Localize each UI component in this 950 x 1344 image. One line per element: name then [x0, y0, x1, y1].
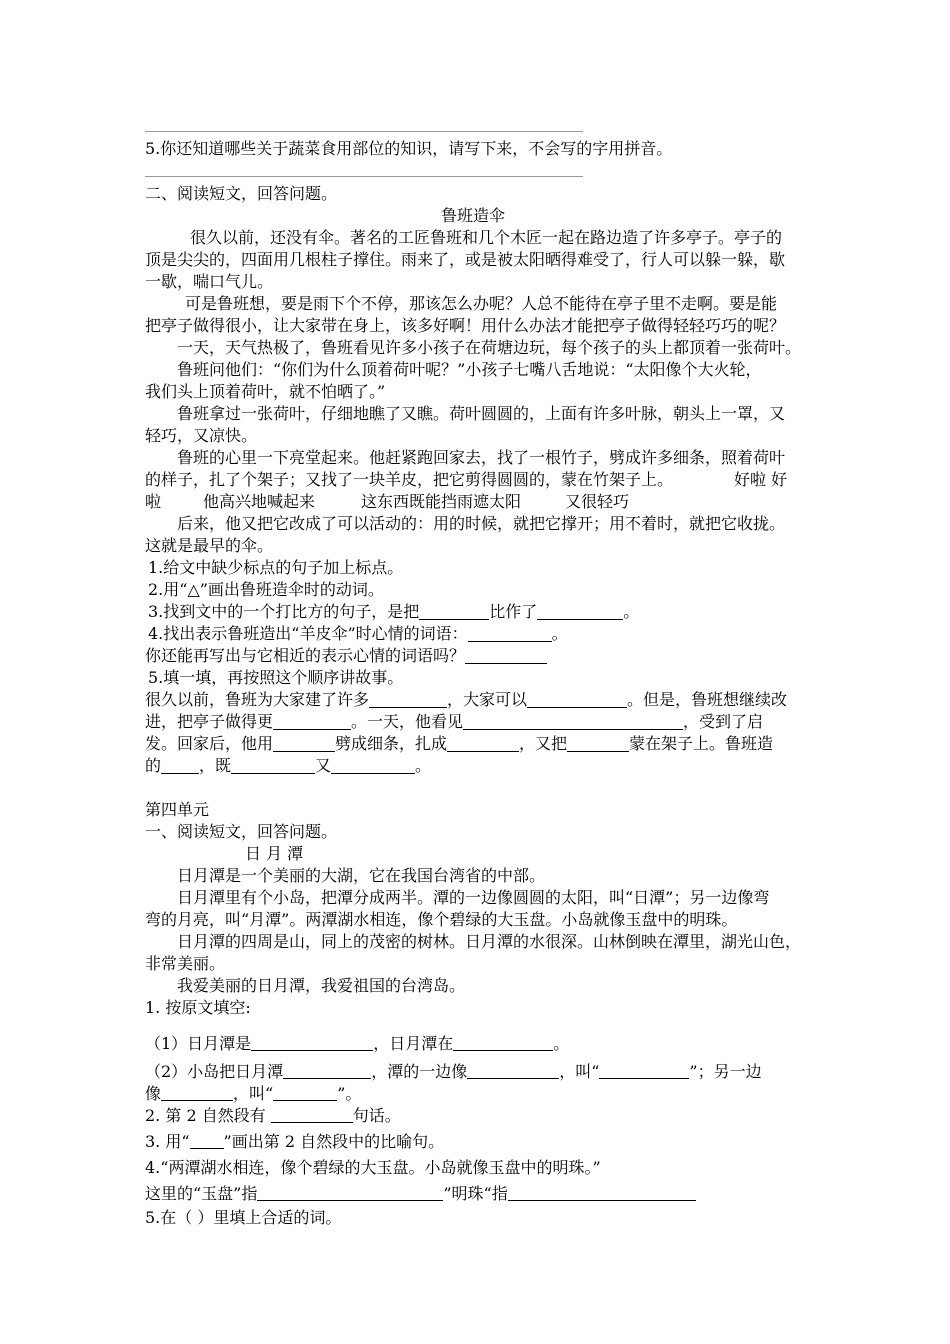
blank[interactable]: [468, 627, 552, 642]
blank[interactable]: [273, 1084, 337, 1101]
q-text: ，叫“: [559, 1062, 600, 1081]
question-1: 1. 按原文填空:: [145, 998, 251, 1017]
paragraph-line: 把亭子做得很小，让大家带在身上，该多好啊！用什么办法才能把亭子做得轻轻巧巧的呢？: [145, 316, 786, 335]
paragraph-line: 我们头上顶着荷叶，就不怕晒了。”: [145, 382, 386, 401]
paragraph-line-tail: 好啦 好: [734, 470, 788, 489]
q-text: 2. 第 2 自然段有: [145, 1106, 271, 1125]
q-text: （2）小岛把日月潭: [145, 1062, 284, 1081]
unpunctuated-fragment: 这东西既能挡雨遮太阳: [361, 492, 522, 511]
blank[interactable]: [161, 1084, 233, 1101]
paragraph-line: 弯的月亮，叫“月潭”。两潭湖水相连，像个碧绿的大玉盘。小岛就像玉盘中的明珠。: [145, 910, 738, 929]
q-text: ，日月潭在: [373, 1034, 454, 1053]
section-heading: 二、阅读短文，回答问题。: [145, 184, 338, 203]
q-text: ”。: [337, 1084, 362, 1103]
question-1: 1.给文中缺少标点的句子加上标点。: [148, 558, 404, 577]
question-1-2: [145, 1061, 762, 1083]
question-4b: [145, 1183, 696, 1205]
q-text: 像: [145, 1084, 162, 1103]
q-text: ”；另一边: [689, 1062, 762, 1081]
blank[interactable]: [447, 737, 519, 752]
fill-text: 。一天，他看见: [351, 712, 464, 731]
blank[interactable]: [419, 605, 489, 620]
fill-text: ，大家可以: [447, 690, 528, 709]
fill-text: 的: [145, 756, 162, 775]
q3-text: 3.找到文中的一个打比方的句子，是把: [148, 602, 420, 621]
q3-text: 比作了: [489, 602, 538, 621]
paragraph-line: 的样子，扎了个架子；又找了一块羊皮，把它剪得圆圆的，蒙在竹架子上。: [145, 470, 674, 489]
fill-text: 蒙在架子上。鲁班造: [629, 734, 774, 753]
fill-line: [145, 755, 431, 777]
blank[interactable]: [257, 1184, 443, 1201]
q-text: 这里的“玉盘”指: [145, 1184, 258, 1203]
blank[interactable]: [467, 1062, 559, 1079]
blank[interactable]: [161, 759, 199, 774]
q-text: 句话。: [352, 1106, 401, 1125]
unit-heading: 第四单元: [145, 800, 210, 819]
question-5: 5.在（ ）里填上合适的词。: [145, 1208, 342, 1227]
answer-line: [145, 131, 583, 132]
unpunctuated-fragment: 又很轻巧: [565, 492, 630, 511]
fill-text: ，既: [199, 756, 232, 775]
question-4: [148, 623, 568, 645]
paragraph-line: 鲁班拿过一张荷叶，仔细地瞧了又瞧。荷叶圆圆的，上面有许多叶脉，朝头上一罩，又: [177, 404, 786, 423]
paragraph-line: 很久以前，还没有伞。著名的工匠鲁班和几个木匠一起在路边造了许多亭子。亭子的: [190, 228, 783, 247]
blank[interactable]: [537, 605, 623, 620]
fill-text: 。但是，鲁班想继续改: [627, 690, 788, 709]
unpunctuated-fragment: 他高兴地喊起来: [203, 492, 316, 511]
blank[interactable]: [331, 759, 415, 774]
paragraph-line: 轻巧，又凉快。: [145, 426, 258, 445]
paragraph-line: 这就是最早的伞。: [145, 536, 274, 555]
fill-text: 很久以前，鲁班为大家建了许多: [145, 690, 370, 709]
question-4b: [145, 645, 547, 667]
blank[interactable]: [567, 737, 629, 752]
fill-text: ，受到了启: [683, 712, 764, 731]
fill-text: 。: [415, 756, 432, 775]
blank[interactable]: [599, 1062, 689, 1079]
passage-title: 日 月 潭: [245, 844, 304, 863]
paragraph-line: 可是鲁班想，要是雨下个不停，那该怎么办呢？人总不能待在亭子里不走啊。要是能: [185, 294, 778, 313]
blank[interactable]: [508, 1184, 696, 1201]
question-2: 2.用“△”画出鲁班造伞时的动词。: [148, 580, 384, 599]
q-text: ”明珠“指: [443, 1184, 508, 1203]
paragraph-line: 非常美丽。: [145, 954, 226, 973]
blank[interactable]: [527, 693, 627, 708]
paragraph-line: 一歇，喘口气儿。: [145, 272, 274, 291]
q4-text: 。: [551, 624, 568, 643]
blank[interactable]: [453, 1034, 553, 1051]
fill-line: [145, 689, 787, 711]
fill-text: 又: [315, 756, 332, 775]
blank[interactable]: [251, 1034, 373, 1051]
answer-line: [145, 176, 583, 177]
q3-text: 。: [623, 602, 640, 621]
unpunctuated-fragment: 啦: [145, 492, 162, 511]
q4b-text: 你还能再写出与它相近的表示心情的词语吗？: [145, 646, 466, 665]
blank[interactable]: [465, 649, 547, 664]
blank[interactable]: [463, 715, 683, 730]
q-text: ，叫“: [233, 1084, 274, 1103]
question-2: [145, 1105, 401, 1127]
fill-line: [145, 733, 773, 755]
question-4: 4.“两潭湖水相连，像个碧绿的大玉盘。小岛就像玉盘中的明珠。”: [145, 1158, 601, 1177]
fill-text: 劈成细条，扎成: [335, 734, 448, 753]
paragraph-line: 后来，他又把它改成了可以活动的：用的时候，就把它撑开；用不着时，就把它收拢。: [177, 514, 786, 533]
paragraph-line: 日月潭里有个小岛，把潭分成两半。潭的一边像圆圆的太阳，叫“日潭”；另一边像弯: [177, 888, 770, 907]
blank[interactable]: [273, 737, 335, 752]
blank[interactable]: [273, 715, 351, 730]
blank[interactable]: [231, 759, 315, 774]
q-text: 。: [553, 1034, 570, 1053]
section-heading: 一、阅读短文，回答问题。: [145, 822, 338, 841]
paragraph-line: 一天，天气热极了，鲁班看见许多小孩子在荷塘边玩，每个孩子的头上都顶着一张荷叶。: [177, 338, 802, 357]
blank[interactable]: [190, 1132, 224, 1149]
passage-title: 鲁班造伞: [441, 206, 506, 225]
fill-line: [145, 711, 763, 733]
blank[interactable]: [369, 693, 447, 708]
paragraph-line: 日月潭的四周是山，同上的茂密的树林。日月潭的水很深。山林倒映在潭里，湖光山色，: [177, 932, 802, 951]
question-3: [145, 1131, 444, 1153]
fill-text: 进，把亭子做得更: [145, 712, 274, 731]
q-text: ，潭的一边像: [371, 1062, 468, 1081]
paragraph-line: 我爱美丽的日月潭，我爱祖国的台湾岛。: [177, 976, 466, 995]
paragraph-line: 鲁班问他们：“你们为什么顶着荷叶呢？”小孩子七嘴八舌地说：“太阳像个大火轮，: [177, 360, 762, 379]
question-1-1: [145, 1033, 569, 1055]
q-text: （1）日月潭是: [145, 1034, 252, 1053]
q4-text: 4.找出表示鲁班造出“羊皮伞”时心情的词语：: [148, 624, 468, 643]
question-5b: 5.填一填，再按照这个顺序讲故事。: [148, 668, 404, 687]
paragraph-line: 顶是尖尖的，四面用几根柱子撑住。雨来了，或是被太阳晒得难受了，行人可以躲一躲，歇: [145, 250, 786, 269]
fill-text: 发。回家后，他用: [145, 734, 274, 753]
fill-text: ，又把: [519, 734, 568, 753]
question-5: 5.你还知道哪些关于蔬菜食用部位的知识，请写下来，不会写的字用拼音。: [145, 139, 673, 158]
paragraph-line: 鲁班的心里一下亮堂起来。他赶紧跑回家去，找了一根竹子，劈成许多细条，照着荷叶: [177, 448, 786, 467]
q-text: 3. 用“: [145, 1132, 190, 1151]
q-text: ”画出第 2 自然段中的比喻句。: [223, 1132, 445, 1151]
blank[interactable]: [271, 1106, 353, 1123]
paragraph-line: 日月潭是一个美丽的大湖，它在我国台湾省的中部。: [177, 866, 546, 885]
question-1-2b: [145, 1083, 361, 1105]
question-3: [148, 601, 639, 623]
blank[interactable]: [283, 1062, 371, 1079]
